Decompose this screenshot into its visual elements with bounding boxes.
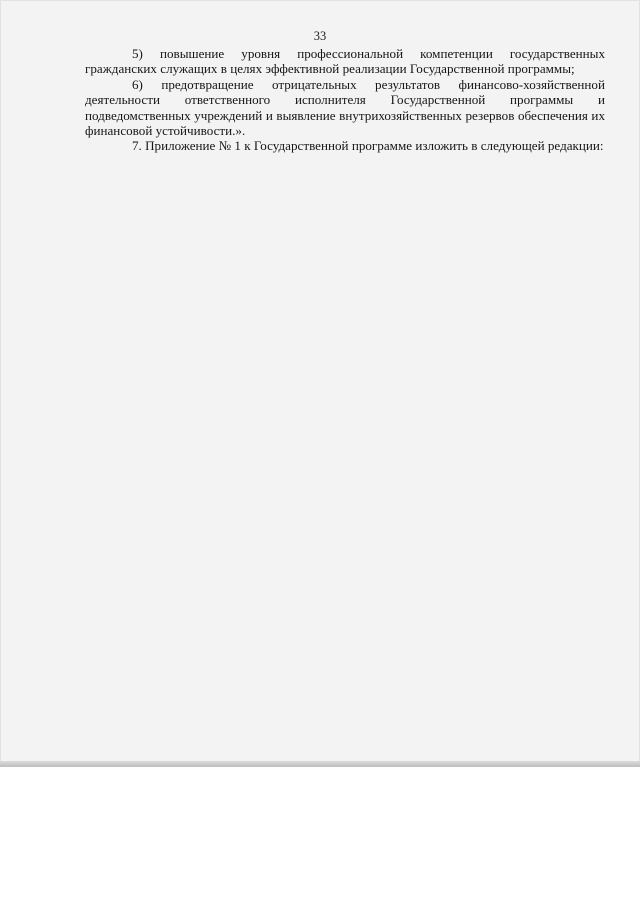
paragraph-item-7: 7. Приложение № 1 к Государственной программе изложить в следующей редакции: [132,138,604,154]
document-body [85,46,605,154]
page-bottom-edge [0,761,640,767]
paragraph-item-6: 6) предотвращение отрицательных результатов финансово-хозяйственной деятельности ответственного исполнителя Государственной программы и подведомственных учреждений и выявление внутрихозяйственных резервов обеспечения их финансовой устойчивости.». [85,76,605,139]
page-number: 33 [313,29,327,43]
paragraph-item-5: 5) повышение уровня профессиональной компетенции государственных гражданских служащих в целях эффективной реализации Государственной программы; [85,46,605,77]
